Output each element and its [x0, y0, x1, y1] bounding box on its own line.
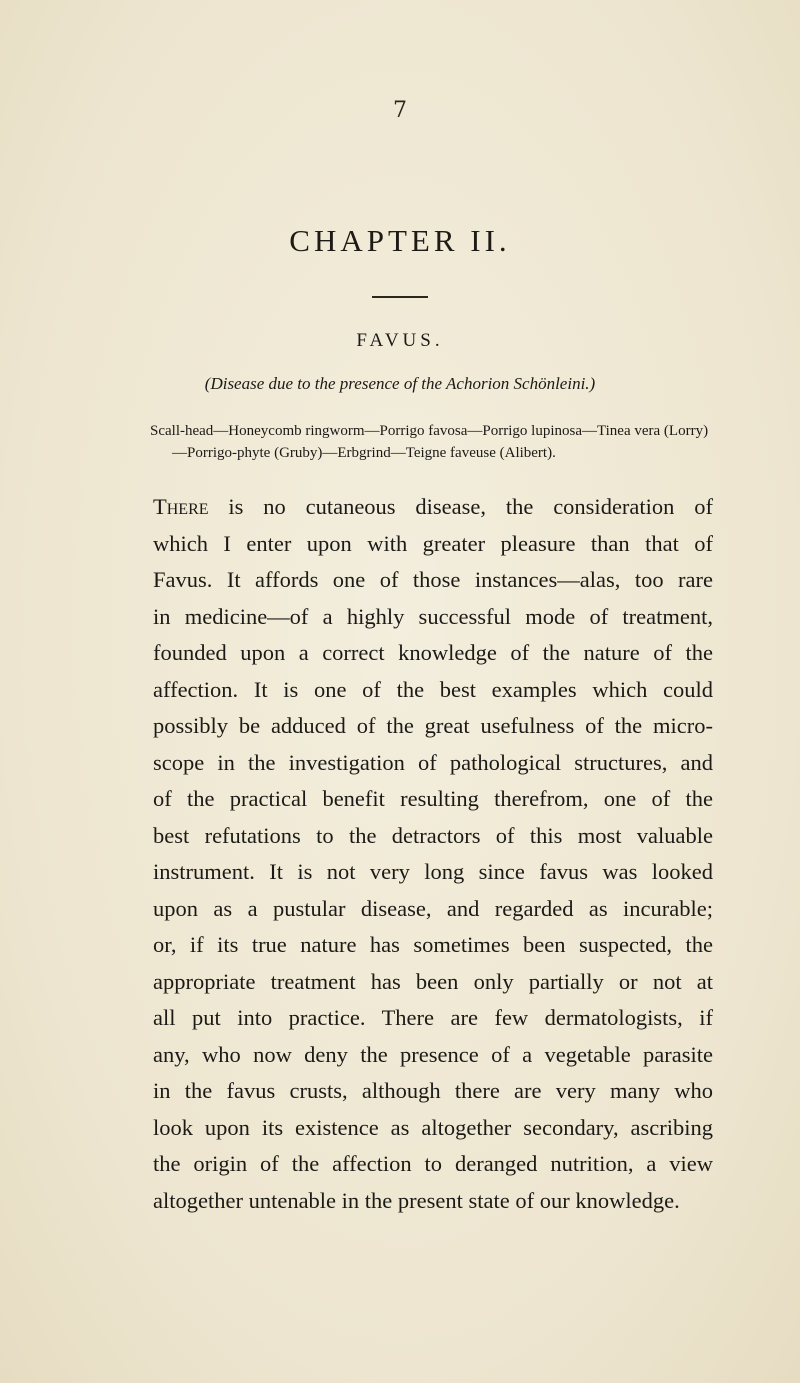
body-line: instrument. It is not very long since favus was looked [153, 859, 713, 884]
body-line: any, who now deny the presence of a vegetable parasite [153, 1041, 713, 1067]
body-line: scope in the investigation of pathological structures, and [153, 749, 713, 775]
heading-rule [372, 296, 428, 298]
body-line: or, if its true nature has sometimes been suspected, the [153, 932, 713, 957]
body-line: appropriate treatment has been only partially or not at [153, 968, 713, 994]
synonyms-line: —Porrigo-phyte (Gruby)—Erbgrind—Teigne faveuse (Alibert). [172, 445, 556, 461]
synonyms-line: Scall-head—Honeycomb ringworm—Porrigo favosa—Porrigo lupinosa—Tinea vera (Lorry) [150, 423, 709, 439]
body-line: founded upon a correct knowledge of the nature of the [153, 640, 713, 665]
body-line: the origin of the affection to deranged nutrition, a view [153, 1151, 713, 1176]
body-line: possibly be adduced of the great usefulness of the micro- [153, 713, 713, 738]
opening-word: There [153, 494, 209, 519]
body-line: affection. It is one of the best examples which could [153, 676, 713, 702]
section-subtitle: (Disease due to the presence of the Achorion Schönleini.) [204, 374, 596, 393]
body-line: all put into practice. There are few dermatologists, if [153, 1005, 713, 1030]
body-line: in medicine—of a highly successful mode of treatment, [153, 603, 713, 629]
synonyms-block [150, 420, 730, 464]
body-paragraph [153, 489, 713, 1219]
body-line: of the practical benefit resulting therefrom, one of the [153, 786, 713, 811]
chapter-heading: CHAPTER II. [289, 223, 511, 258]
body-line: altogether untenable in the present state of our knowledge. [153, 1187, 680, 1213]
body-line: in the favus crusts, although there are very many who [153, 1078, 713, 1103]
body-line: Favus. It affords one of those instances—alas, too rare [153, 567, 713, 592]
body-line: upon as a pustular disease, and regarded as incurable; [153, 895, 713, 921]
section-title: FAVUS. [356, 330, 444, 351]
page-number: 7 [393, 98, 407, 123]
body-line: look upon its existence as altogether secondary, ascribing [153, 1114, 713, 1140]
body-line: which I enter upon with greater pleasure than that of [153, 530, 713, 556]
body-line: best refutations to the detractors of this most valuable [153, 822, 713, 848]
body-line [153, 489, 713, 526]
body-line-text: is no cutaneous disease, the consideration of [208, 494, 713, 519]
